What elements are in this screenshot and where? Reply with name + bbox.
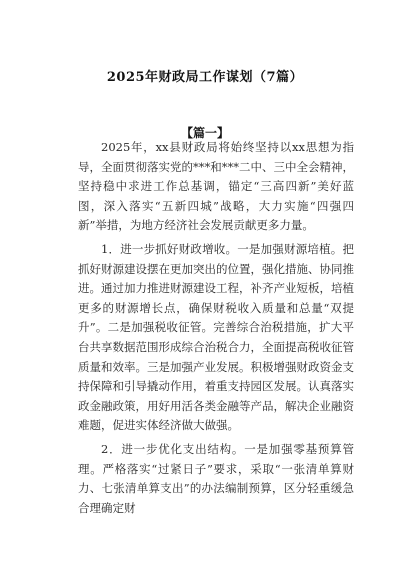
paragraph-intro: 2025年，xx县财政局将始终坚持以xx思想为指导，全面贯彻落实党的***和***二中、三中全会精神，坚持稳中求进工作总基调，锚定“三高四新”美好蓝图，深入落实“五新四城”战略，大力实施“四强四新”举措，为地方经济社会发展贡献更多力量。	[78, 140, 354, 233]
paragraph-revenue: 1．进一步抓好财政增收。一是加强财源培植。把抓好财源建设摆在更加突出的位置，强化措施、协同推进。通过加力推进财源建设工程，补齐产业短板，培植更多的财源增长点，确保财税收入质量和总量“双提升”。二是加强税收征管。完善综合治税措施，扩大平台共享数据范围形成综合治税合力，全面提高税收征管质量和效率。三是加强产业发展。积极增强财政资金支持保障和引导撬动作用，着重支持园区发展。认真落实政金融政策，用好用活各类金融等产品，解决企业融资难题，促进实体经济做大做强。	[78, 241, 354, 433]
document-title: 2025年财政局工作谋划（7篇）	[106, 70, 304, 85]
document-body	[78, 138, 354, 522]
section-label: 【篇一】	[180, 126, 229, 140]
paragraph-expenditure: 2．进一步优化支出结构。一是加强零基预算管理。严格落实“过紧日子”要求，采取“一张清单算财力、七张清单算支出”的办法编制预算，区分轻重缓急合理确定财	[78, 441, 354, 515]
